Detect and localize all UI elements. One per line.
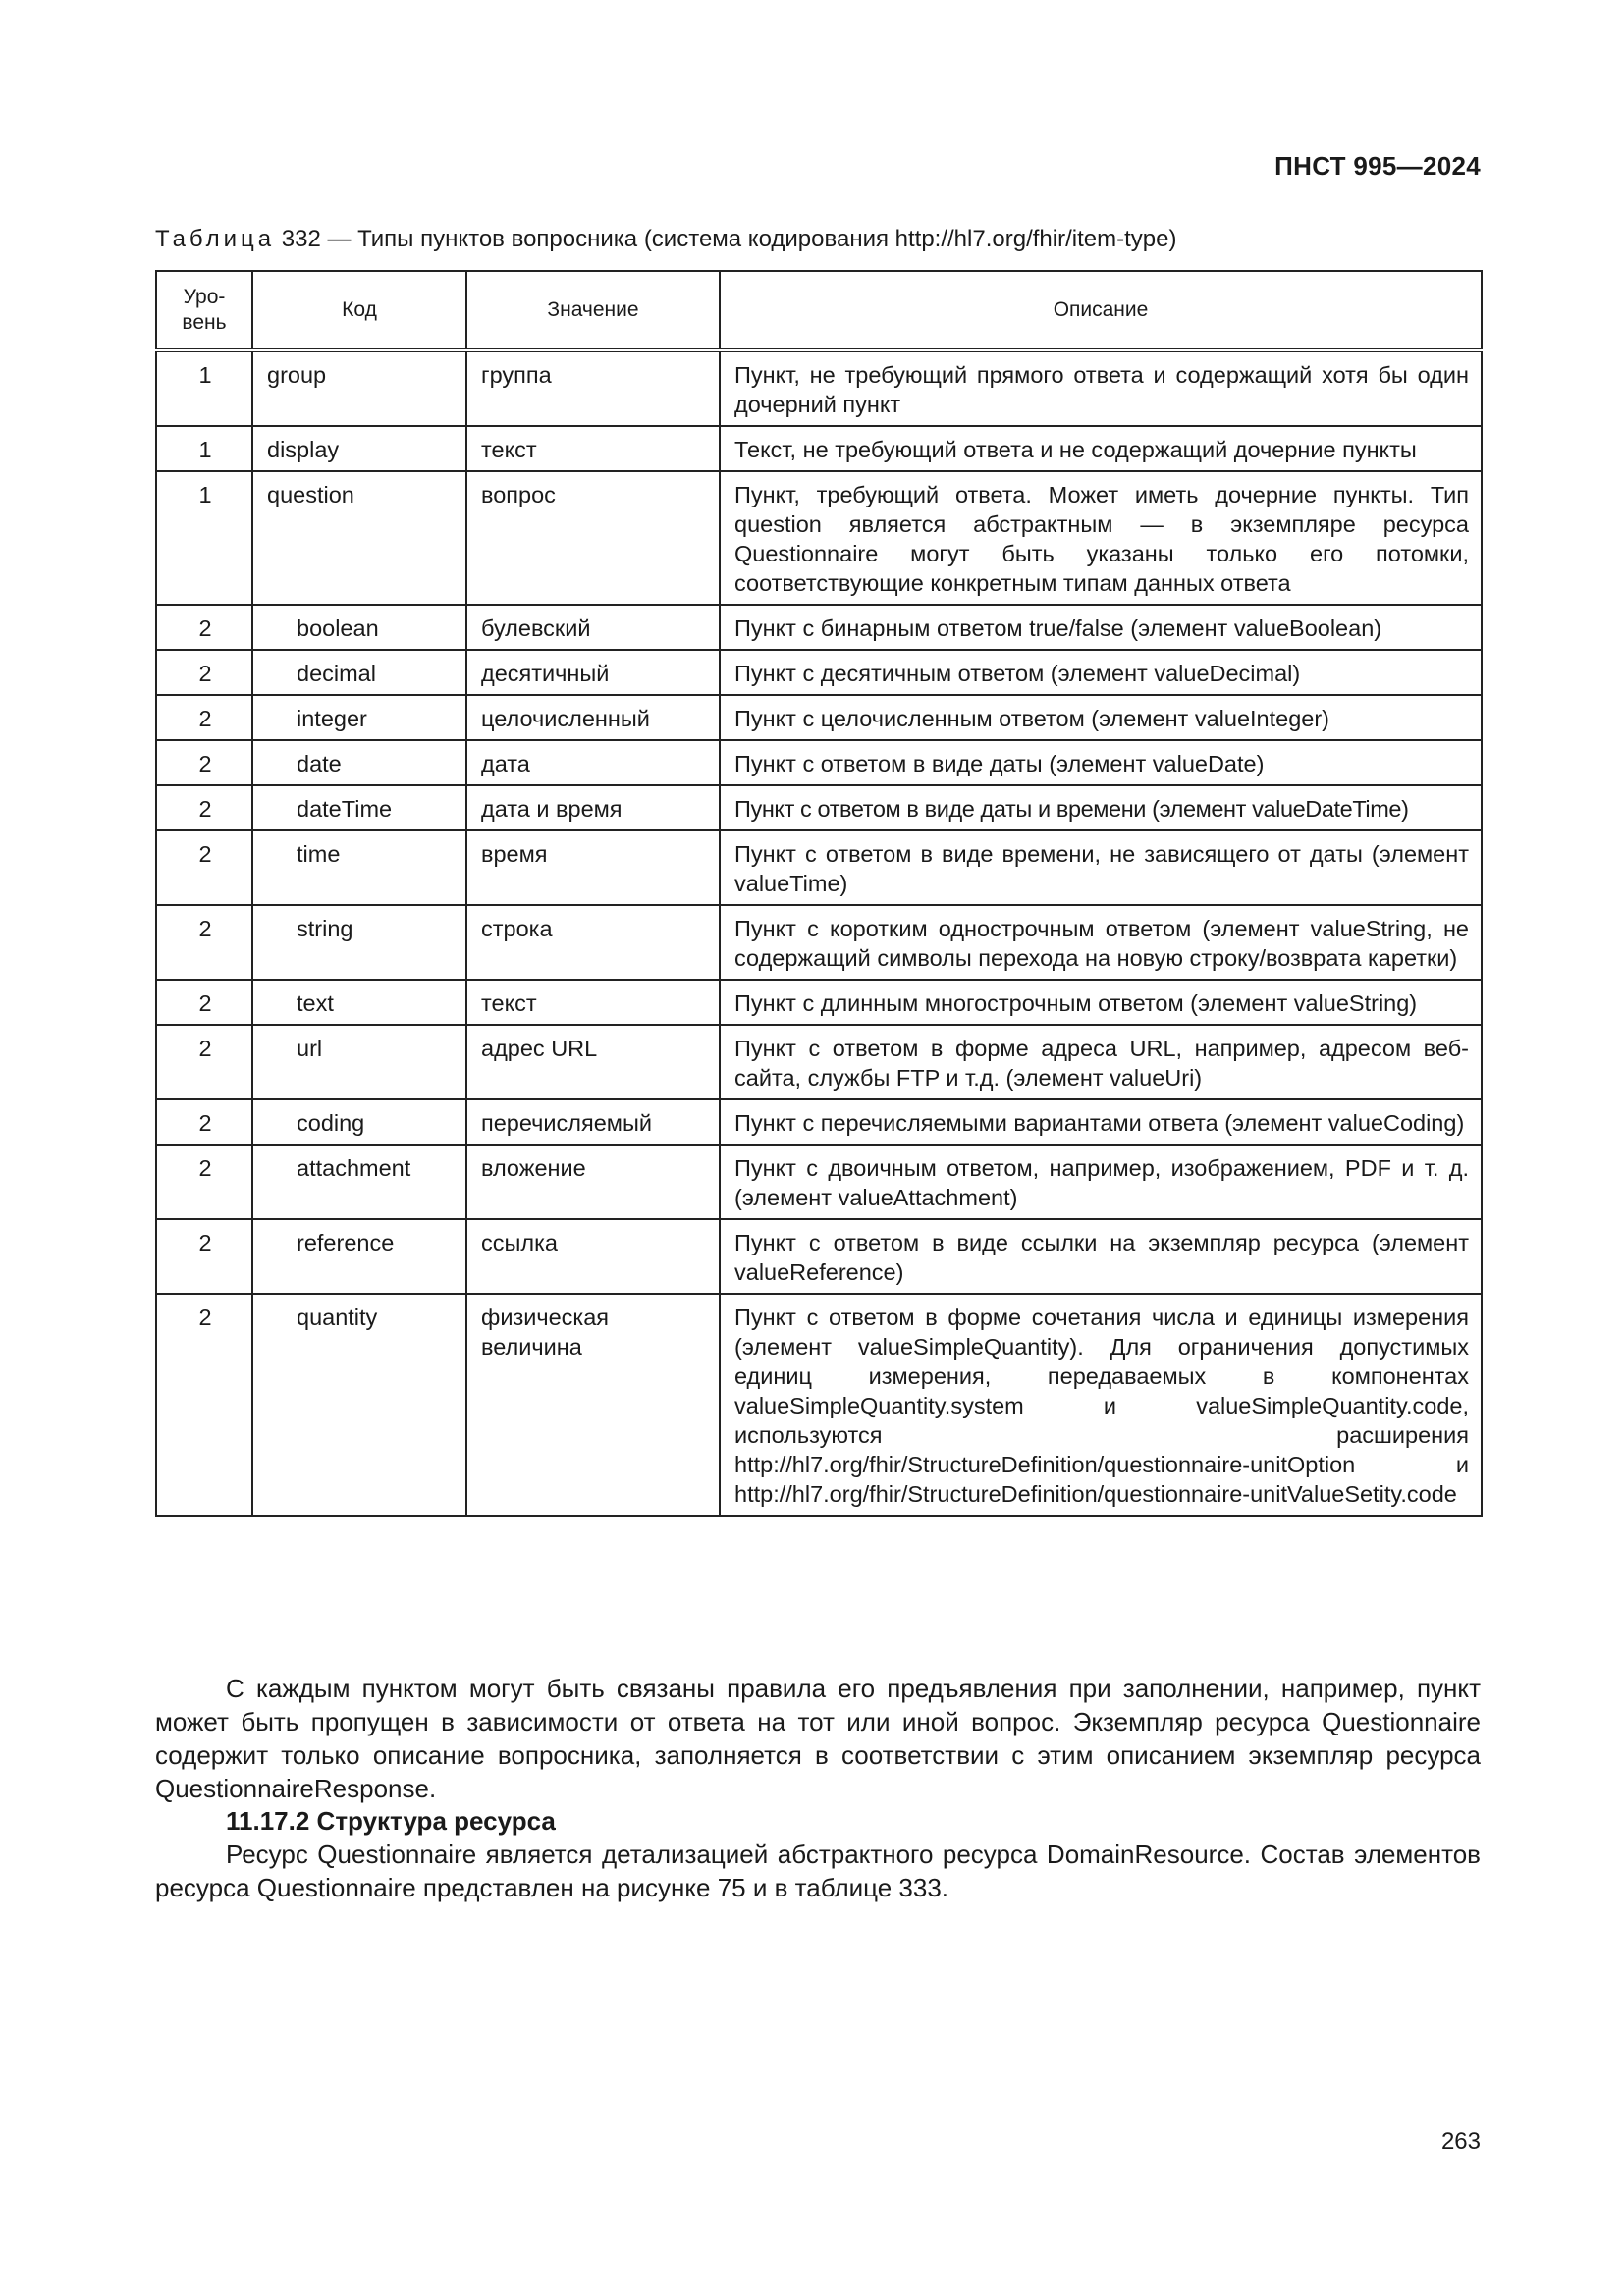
table-row — [156, 426, 1482, 471]
cell-value: булевский — [466, 605, 720, 650]
cell-code: decimal — [252, 650, 466, 695]
cell-value: группа — [466, 350, 720, 426]
cell-code: group — [252, 350, 466, 426]
cell-description: Пункт с бинарным ответом true/false (элемент valueBoolean) — [720, 605, 1482, 650]
cell-level: 1 — [156, 350, 252, 426]
cell-value: перечисляемый — [466, 1099, 720, 1145]
column-header-value: Значение — [466, 271, 720, 350]
cell-description: Пункт с ответом в форме сочетания числа и единицы измерения (элемент valueSimpleQuantity). Для ограничения допустимых единиц измерения, передаваемых в компонентах valueSimpleQuantity.system и valueSimpleQuantity.code, используются расширения http://hl7.org/fhir/StructureDefinition/questionnaire-unitOption и http://hl7.org/fhir/StructureDefinition/questionnaire-unitValueSetity.code — [720, 1294, 1482, 1516]
cell-description: Пункт с коротким однострочным ответом (элемент valueString, не содержащий символы перехода на новую строку/возврата каретки) — [720, 905, 1482, 980]
cell-code: question — [252, 471, 466, 605]
cell-description: Пункт с ответом в форме адреса URL, например, адресом веб-сайта, службы FTP и т.д. (элемент valueUri) — [720, 1025, 1482, 1099]
cell-code: reference — [252, 1219, 466, 1294]
table-row — [156, 1219, 1482, 1294]
page-number: 263 — [1440, 2128, 1481, 2155]
cell-level: 2 — [156, 785, 252, 830]
column-header-description: Описание — [720, 271, 1482, 350]
cell-value: текст — [466, 426, 720, 471]
cell-level: 2 — [156, 1099, 252, 1145]
cell-description: Пункт с ответом в виде даты и времени (элемент valueDateTime) — [720, 785, 1482, 830]
cell-description: Пункт с ответом в виде ссылки на экземпляр ресурса (элемент valueReference) — [720, 1219, 1482, 1294]
table-row — [156, 1099, 1482, 1145]
cell-code: integer — [252, 695, 466, 740]
cell-description: Текст, не требующий ответа и не содержащий дочерние пункты — [720, 426, 1482, 471]
cell-level: 2 — [156, 605, 252, 650]
table-row — [156, 1294, 1482, 1516]
table-row — [156, 1025, 1482, 1099]
cell-code: display — [252, 426, 466, 471]
cell-code: boolean — [252, 605, 466, 650]
table-caption-text: 332 — Типы пунктов вопросника (система кодирования http://hl7.org/fhir/item-type) — [281, 226, 1177, 252]
cell-description: Пункт, требующий ответа. Может иметь дочерние пункты. Тип question является абстрактным — в экземпляре ресурса Questionnaire могут быть указаны только его потомки, соответствующие конкретным типам данных ответа — [720, 471, 1482, 605]
table-row — [156, 740, 1482, 785]
cell-code: time — [252, 830, 466, 905]
table-row — [156, 785, 1482, 830]
section-heading: 11.17.2 Структура ресурса — [226, 1806, 556, 1836]
cell-level: 2 — [156, 740, 252, 785]
cell-code: string — [252, 905, 466, 980]
document-designation: ПНСТ 995—2024 — [1274, 151, 1481, 181]
cell-level: 2 — [156, 1294, 252, 1516]
cell-value: текст — [466, 980, 720, 1025]
cell-code: date — [252, 740, 466, 785]
table-row — [156, 605, 1482, 650]
column-header-code: Код — [252, 271, 466, 350]
cell-value: вложение — [466, 1145, 720, 1219]
cell-description: Пункт с перечисляемыми вариантами ответа (элемент valueCoding) — [720, 1099, 1482, 1145]
column-header-level: Уро- вень — [156, 271, 252, 350]
cell-value: дата и время — [466, 785, 720, 830]
cell-level: 1 — [156, 471, 252, 605]
cell-value: физическая величина — [466, 1294, 720, 1516]
body-paragraph-1: С каждым пунктом могут быть связаны правила его предъявления при заполнении, например, пункт может быть пропущен в зависимости от ответа на тот или иной вопрос. Экземпляр ресурса Questionnaire содержит только описание вопросника, заполняется в соответствии с этим описанием экземпляр ресурса QuestionnaireResponse. — [155, 1674, 1481, 1803]
item-types-table — [155, 270, 1483, 1517]
cell-value: ссылка — [466, 1219, 720, 1294]
cell-description: Пункт, не требующий прямого ответа и содержащий хотя бы один дочерний пункт — [720, 350, 1482, 426]
cell-level: 2 — [156, 980, 252, 1025]
cell-code: quantity — [252, 1294, 466, 1516]
body-paragraph-2: Ресурс Questionnaire является детализацией абстрактного ресурса DomainResource. Состав элементов ресурса Questionnaire представлен на рисунке 75 и в таблице 333. — [155, 1840, 1481, 1902]
cell-description: Пункт с ответом в виде даты (элемент valueDate) — [720, 740, 1482, 785]
table-row — [156, 350, 1482, 426]
table-header-row — [156, 271, 1482, 350]
cell-value: строка — [466, 905, 720, 980]
cell-level: 1 — [156, 426, 252, 471]
cell-description: Пункт с двоичным ответом, например, изображением, PDF и т. д. (элемент valueAttachment) — [720, 1145, 1482, 1219]
table-caption — [155, 226, 1176, 253]
cell-level: 2 — [156, 905, 252, 980]
cell-code: attachment — [252, 1145, 466, 1219]
cell-description: Пункт с десятичным ответом (элемент valueDecimal) — [720, 650, 1482, 695]
table-caption-label: Таблица — [155, 226, 276, 252]
table-row — [156, 830, 1482, 905]
cell-level: 2 — [156, 695, 252, 740]
cell-code: url — [252, 1025, 466, 1099]
cell-value: вопрос — [466, 471, 720, 605]
cell-level: 2 — [156, 1219, 252, 1294]
cell-description: Пункт с целочисленным ответом (элемент valueInteger) — [720, 695, 1482, 740]
cell-description: Пункт с ответом в виде времени, не зависящего от даты (элемент valueTime) — [720, 830, 1482, 905]
cell-level: 2 — [156, 1145, 252, 1219]
cell-value: дата — [466, 740, 720, 785]
table-row — [156, 905, 1482, 980]
cell-value: адрес URL — [466, 1025, 720, 1099]
table-row — [156, 980, 1482, 1025]
cell-value: время — [466, 830, 720, 905]
cell-code: text — [252, 980, 466, 1025]
cell-value: целочисленный — [466, 695, 720, 740]
table-row — [156, 695, 1482, 740]
cell-description: Пункт с длинным многострочным ответом (элемент valueString) — [720, 980, 1482, 1025]
cell-value: десятичный — [466, 650, 720, 695]
table-row — [156, 471, 1482, 605]
table-body — [156, 350, 1482, 1516]
cell-code: dateTime — [252, 785, 466, 830]
cell-level: 2 — [156, 830, 252, 905]
table-row — [156, 1145, 1482, 1219]
table-row — [156, 650, 1482, 695]
cell-code: coding — [252, 1099, 466, 1145]
cell-level: 2 — [156, 650, 252, 695]
cell-level: 2 — [156, 1025, 252, 1099]
